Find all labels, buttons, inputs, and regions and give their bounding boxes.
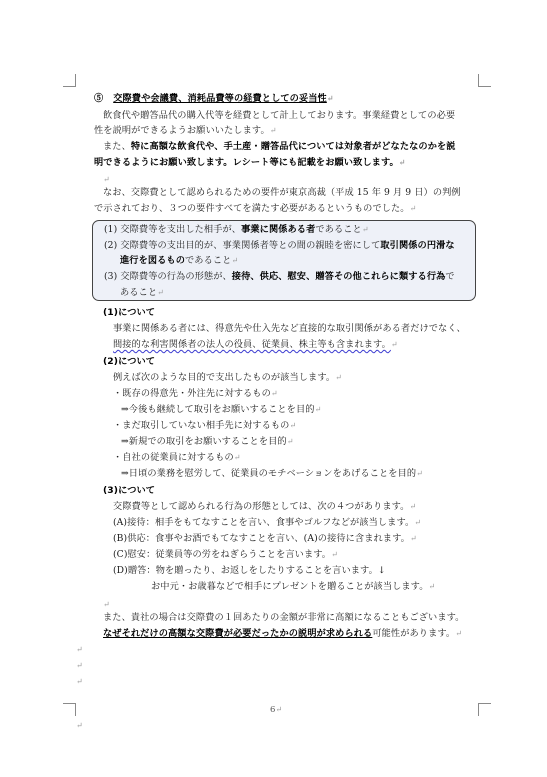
section-2-title: (2)について	[103, 356, 156, 367]
requirement-3: (3) 交際費等の行為の形態が、接待、供応、慰安、贈答その他これらに類する行為で	[104, 271, 455, 282]
crop-mark-bottom-left	[63, 703, 76, 716]
section-2-item: ⇒新規での取引をお願いすることを目的↵	[121, 436, 294, 447]
section-2-item: ・まだ取引していない相手先に対するもの↵	[113, 420, 297, 431]
heading-text: 交際費や会議費、消耗品費等の経費としての妥当性	[113, 93, 327, 104]
crop-mark-top-left	[63, 74, 76, 87]
note-line-2: で示されており、３つの要件すべてを満たす必要があるというものでした。↵	[94, 203, 417, 214]
page-number: 6↵	[270, 705, 283, 715]
paragraph-mark: ↵	[76, 721, 83, 730]
note-line-1: なお、交際費として認められるための要件が東京高裁（平成 15 年 9 月 9 日）の判例	[103, 187, 461, 198]
closing-line-2: なぜそれだけの高額な交際費が必要だったかの説明が求められる可能性があります。↵	[103, 628, 463, 639]
requirement-1: (1) 交際費等を支出した相手が、事業に関係ある者であること↵	[104, 224, 369, 235]
requirement-2: (2) 交際費等の支出目的が、事業関係者等との間の親睦を密にして取引関係の円滑な	[104, 240, 455, 251]
section-3-item: お中元・お歳暮などで相手にプレゼントを贈ることが該当します。↵	[151, 581, 436, 592]
section-3-lead: 交際費等として認められる行為の形態としては、次の４つがあります。↵	[113, 501, 417, 512]
emphasis-line-2: 明できるようにお願い致します。レシート等にも記載をお願い致します。↵	[94, 157, 406, 168]
closing-line-1: また、貴社の場合は交際費の１回あたりの金額が非常に高額になることもございます。	[103, 612, 465, 623]
requirement-3-cont: あること↵	[120, 287, 164, 298]
intro-line-1: 飲食代や贈答品代の購入代等を経費として計上しております。事業経費としての必要	[103, 110, 456, 121]
paragraph-mark: ↵	[103, 175, 110, 184]
emphasis-line-1: また、特に高額な飲食代や、手土産・贈答品代については対象者がどなたなのかを説	[103, 141, 456, 152]
section-1-title: (1)について	[103, 307, 156, 318]
paragraph-mark: ↵	[76, 645, 83, 654]
section-2-item: ・自社の従業員に対するもの↵	[113, 452, 241, 463]
section-1-line-2: 間接的な利害関係者の法人の役員、従業員、株主等も含まれます。↵	[113, 339, 398, 350]
paragraph-mark: ↵	[76, 661, 83, 670]
section-2-item: ・既存の得意先・外注先に対するもの↵	[113, 388, 278, 399]
section-1-line-1: 事業に関係ある者には、得意先や仕入先など直接的な取引関係がある者だけでなく、	[113, 323, 466, 334]
section-2-lead: 例えば次のような目的で支出したものが該当します。↵	[113, 372, 342, 383]
section-3-item: (D)贈答：物を贈ったり、お返しをしたりすることを言います。↓	[113, 565, 386, 576]
section-3-item: (C)慰安：従業員等の労をねぎらうことを言います。↵	[113, 549, 338, 560]
intro-line-2: 性を説明ができるようお願いいたします。↵	[94, 125, 277, 136]
crop-mark-top-right	[478, 74, 491, 87]
section-2-item: ⇒今後も継続して取引をお願いすることを目的↵	[121, 404, 322, 415]
section-3-item: (A)接待：相手をもてなすことを言い、食事やゴルフなどが該当します。↵	[113, 517, 422, 528]
section-3-title: (3)について	[103, 485, 156, 496]
paragraph-mark: ↵	[76, 677, 83, 686]
heading-number: ⑤	[94, 93, 104, 104]
paragraph-mark: ↵	[103, 600, 110, 609]
section-heading: ⑤ 交際費や会議費、消耗品費等の経費としての妥当性↵	[94, 93, 334, 104]
requirement-2-cont: 進行を図るものであること↵	[120, 255, 239, 266]
section-2-item: ⇒日頃の業務を慰労して、従業員のモチベーションをあげることを目的↵	[121, 468, 423, 479]
crop-mark-bottom-right	[478, 703, 491, 716]
section-3-item: (B)供応：食事やお酒でもてなすことを言い、(A)の接待に含まれます。↵	[113, 533, 417, 544]
